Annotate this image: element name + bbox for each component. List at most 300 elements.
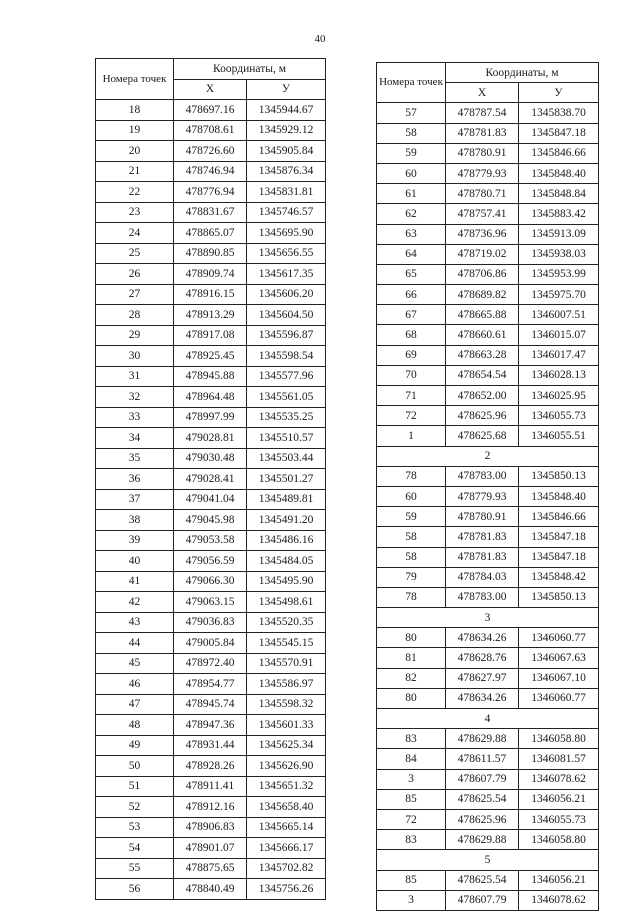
table-row bbox=[377, 567, 599, 587]
x-coordinate-cell: 478945.88 bbox=[174, 366, 247, 387]
x-coordinate-cell: 478906.83 bbox=[174, 817, 247, 838]
y-coordinate-cell: 1345520.35 bbox=[247, 612, 326, 633]
x-coordinate-cell: 478911.41 bbox=[174, 776, 247, 797]
section-row bbox=[377, 446, 599, 466]
table-row bbox=[377, 143, 599, 163]
y-coordinate-cell: 1345601.33 bbox=[247, 715, 326, 736]
point-number-cell: 58 bbox=[377, 527, 446, 547]
x-coordinate-cell: 479036.83 bbox=[174, 612, 247, 633]
coordinates-header: Координаты, м bbox=[446, 63, 599, 83]
y-coordinate-cell: 1345495.90 bbox=[247, 571, 326, 592]
x-coordinate-cell: 478779.93 bbox=[446, 163, 519, 183]
point-number-cell: 43 bbox=[96, 612, 174, 633]
point-number-cell: 62 bbox=[377, 204, 446, 224]
table-row bbox=[377, 507, 599, 527]
table-row bbox=[96, 633, 326, 654]
y-coordinate-cell: 1345665.14 bbox=[247, 817, 326, 838]
table-row bbox=[377, 224, 599, 244]
y-coordinate-cell: 1345913.09 bbox=[519, 224, 599, 244]
table-row bbox=[377, 809, 599, 829]
x-coordinate-cell: 478780.91 bbox=[446, 507, 519, 527]
y-header: У bbox=[247, 79, 326, 100]
point-number-cell: 58 bbox=[377, 123, 446, 143]
y-coordinate-cell: 1346015.07 bbox=[519, 325, 599, 345]
point-number-cell: 3 bbox=[377, 769, 446, 789]
point-number-cell: 44 bbox=[96, 633, 174, 654]
section-row bbox=[377, 608, 599, 628]
point-number-cell: 84 bbox=[377, 749, 446, 769]
y-coordinate-cell: 1346025.95 bbox=[519, 386, 599, 406]
x-coordinate-cell: 478931.44 bbox=[174, 735, 247, 756]
point-number-cell: 81 bbox=[377, 648, 446, 668]
point-number-cell: 46 bbox=[96, 674, 174, 695]
y-coordinate-cell: 1345695.90 bbox=[247, 223, 326, 244]
table-row bbox=[377, 406, 599, 426]
x-coordinate-cell: 478781.83 bbox=[446, 547, 519, 567]
x-coordinate-cell: 478781.83 bbox=[446, 527, 519, 547]
x-coordinate-cell: 478708.61 bbox=[174, 120, 247, 141]
table-row bbox=[96, 141, 326, 162]
table-row bbox=[96, 653, 326, 674]
point-number-cell: 29 bbox=[96, 325, 174, 346]
table-row bbox=[377, 789, 599, 809]
y-coordinate-cell: 1345944.67 bbox=[247, 100, 326, 121]
y-coordinate-cell: 1346055.73 bbox=[519, 406, 599, 426]
y-coordinate-cell: 1345883.42 bbox=[519, 204, 599, 224]
table-row bbox=[377, 386, 599, 406]
table-row bbox=[96, 182, 326, 203]
x-coordinate-cell: 478780.91 bbox=[446, 143, 519, 163]
point-number-cell: 51 bbox=[96, 776, 174, 797]
point-number-cell: 54 bbox=[96, 838, 174, 859]
table-row bbox=[377, 547, 599, 567]
point-number-cell: 82 bbox=[377, 668, 446, 688]
y-coordinate-cell: 1345746.57 bbox=[247, 202, 326, 223]
y-coordinate-cell: 1346056.21 bbox=[519, 870, 599, 890]
y-coordinate-cell: 1345847.18 bbox=[519, 527, 599, 547]
x-coordinate-cell: 478840.49 bbox=[174, 879, 247, 900]
table-row bbox=[377, 830, 599, 850]
x-coordinate-cell: 478629.88 bbox=[446, 830, 519, 850]
point-number-cell: 72 bbox=[377, 406, 446, 426]
point-number-cell: 28 bbox=[96, 305, 174, 326]
table-row bbox=[377, 103, 599, 123]
table-row bbox=[96, 264, 326, 285]
x-coordinate-cell: 478625.96 bbox=[446, 809, 519, 829]
point-number-cell: 61 bbox=[377, 184, 446, 204]
point-number-cell: 85 bbox=[377, 870, 446, 890]
table-row bbox=[96, 551, 326, 572]
point-number-cell: 78 bbox=[377, 587, 446, 607]
y-coordinate-cell: 1345625.34 bbox=[247, 735, 326, 756]
point-number-cell: 49 bbox=[96, 735, 174, 756]
table-row bbox=[377, 749, 599, 769]
y-coordinate-cell: 1345975.70 bbox=[519, 285, 599, 305]
x-coordinate-cell: 478917.08 bbox=[174, 325, 247, 346]
point-number-cell: 65 bbox=[377, 264, 446, 284]
y-coordinate-cell: 1345606.20 bbox=[247, 284, 326, 305]
x-coordinate-cell: 478697.16 bbox=[174, 100, 247, 121]
table-row bbox=[377, 163, 599, 183]
y-coordinate-cell: 1346078.62 bbox=[519, 890, 599, 910]
y-coordinate-cell: 1345850.13 bbox=[519, 587, 599, 607]
section-number: 4 bbox=[377, 709, 599, 729]
y-coordinate-cell: 1346055.51 bbox=[519, 426, 599, 446]
x-coordinate-cell: 478901.07 bbox=[174, 838, 247, 859]
y-coordinate-cell: 1346078.62 bbox=[519, 769, 599, 789]
table-row bbox=[96, 284, 326, 305]
x-coordinate-cell: 478954.77 bbox=[174, 674, 247, 695]
point-number-cell: 83 bbox=[377, 729, 446, 749]
x-coordinate-cell: 478781.83 bbox=[446, 123, 519, 143]
point-number-cell: 60 bbox=[377, 486, 446, 506]
point-number-cell: 52 bbox=[96, 797, 174, 818]
x-coordinate-cell: 479066.30 bbox=[174, 571, 247, 592]
left-table-body bbox=[96, 100, 326, 900]
table-row bbox=[96, 838, 326, 859]
table-row bbox=[377, 466, 599, 486]
point-number-cell: 72 bbox=[377, 809, 446, 829]
x-coordinate-cell: 478875.65 bbox=[174, 858, 247, 879]
x-coordinate-cell: 478663.28 bbox=[446, 345, 519, 365]
y-coordinate-cell: 1345850.13 bbox=[519, 466, 599, 486]
table-row bbox=[377, 688, 599, 708]
x-coordinate-cell: 478776.94 bbox=[174, 182, 247, 203]
table-row bbox=[96, 428, 326, 449]
x-coordinate-cell: 478945.74 bbox=[174, 694, 247, 715]
table-row bbox=[96, 858, 326, 879]
x-coordinate-cell: 478628.76 bbox=[446, 648, 519, 668]
x-coordinate-cell: 478654.54 bbox=[446, 365, 519, 385]
y-coordinate-cell: 1345489.81 bbox=[247, 489, 326, 510]
y-coordinate-cell: 1345617.35 bbox=[247, 264, 326, 285]
x-coordinate-cell: 479056.59 bbox=[174, 551, 247, 572]
y-coordinate-cell: 1345831.81 bbox=[247, 182, 326, 203]
point-number-cell: 30 bbox=[96, 346, 174, 367]
table-row bbox=[96, 715, 326, 736]
table-row bbox=[96, 879, 326, 900]
x-coordinate-cell: 478719.02 bbox=[446, 244, 519, 264]
x-coordinate-cell: 478660.61 bbox=[446, 325, 519, 345]
y-coordinate-cell: 1345658.40 bbox=[247, 797, 326, 818]
table-row bbox=[96, 797, 326, 818]
table-row bbox=[377, 668, 599, 688]
point-number-cell: 64 bbox=[377, 244, 446, 264]
x-coordinate-cell: 479028.41 bbox=[174, 469, 247, 490]
point-number-cell: 80 bbox=[377, 688, 446, 708]
y-coordinate-cell: 1346060.77 bbox=[519, 628, 599, 648]
section-number: 2 bbox=[377, 446, 599, 466]
x-coordinate-cell: 478625.54 bbox=[446, 789, 519, 809]
y-coordinate-cell: 1345596.87 bbox=[247, 325, 326, 346]
y-coordinate-cell: 1345484.05 bbox=[247, 551, 326, 572]
table-row bbox=[377, 204, 599, 224]
point-number-cell: 38 bbox=[96, 510, 174, 531]
y-coordinate-cell: 1345503.44 bbox=[247, 448, 326, 469]
table-row bbox=[96, 448, 326, 469]
point-number-cell: 23 bbox=[96, 202, 174, 223]
point-number-cell: 20 bbox=[96, 141, 174, 162]
y-coordinate-cell: 1345929.12 bbox=[247, 120, 326, 141]
point-number-cell: 80 bbox=[377, 628, 446, 648]
x-header: X bbox=[446, 83, 519, 103]
y-coordinate-cell: 1345905.84 bbox=[247, 141, 326, 162]
point-number-cell: 39 bbox=[96, 530, 174, 551]
point-number-cell: 36 bbox=[96, 469, 174, 490]
table-row bbox=[377, 365, 599, 385]
x-coordinate-cell: 478784.03 bbox=[446, 567, 519, 587]
x-coordinate-cell: 478997.99 bbox=[174, 407, 247, 428]
table-row bbox=[377, 527, 599, 547]
point-number-cell: 25 bbox=[96, 243, 174, 264]
table-row bbox=[96, 530, 326, 551]
point-number-cell: 59 bbox=[377, 143, 446, 163]
table-row bbox=[96, 243, 326, 264]
x-coordinate-cell: 478607.79 bbox=[446, 769, 519, 789]
y-coordinate-cell: 1345570.91 bbox=[247, 653, 326, 674]
table-row bbox=[96, 120, 326, 141]
x-coordinate-cell: 478831.67 bbox=[174, 202, 247, 223]
x-coordinate-cell: 478909.74 bbox=[174, 264, 247, 285]
y-coordinate-cell: 1345501.27 bbox=[247, 469, 326, 490]
y-coordinate-cell: 1346056.21 bbox=[519, 789, 599, 809]
coordinates-table-left bbox=[95, 58, 326, 900]
table-row bbox=[96, 756, 326, 777]
table-row bbox=[96, 161, 326, 182]
section-number: 5 bbox=[377, 850, 599, 870]
y-coordinate-cell: 1345486.16 bbox=[247, 530, 326, 551]
point-number-cell: 63 bbox=[377, 224, 446, 244]
table-row bbox=[96, 674, 326, 695]
point-number-cell: 22 bbox=[96, 182, 174, 203]
x-coordinate-cell: 478652.00 bbox=[446, 386, 519, 406]
y-coordinate-cell: 1345847.18 bbox=[519, 547, 599, 567]
x-coordinate-cell: 478625.68 bbox=[446, 426, 519, 446]
x-coordinate-cell: 478912.16 bbox=[174, 797, 247, 818]
x-coordinate-cell: 479028.81 bbox=[174, 428, 247, 449]
table-row bbox=[377, 648, 599, 668]
y-coordinate-cell: 1345847.18 bbox=[519, 123, 599, 143]
y-coordinate-cell: 1345656.55 bbox=[247, 243, 326, 264]
y-coordinate-cell: 1345846.66 bbox=[519, 143, 599, 163]
y-coordinate-cell: 1345848.42 bbox=[519, 567, 599, 587]
table-row bbox=[96, 387, 326, 408]
point-number-cell: 37 bbox=[96, 489, 174, 510]
y-coordinate-cell: 1346055.73 bbox=[519, 809, 599, 829]
point-number-cell: 35 bbox=[96, 448, 174, 469]
point-number-cell: 58 bbox=[377, 547, 446, 567]
point-number-cell: 57 bbox=[377, 103, 446, 123]
point-number-cell: 1 bbox=[377, 426, 446, 446]
x-coordinate-cell: 478964.48 bbox=[174, 387, 247, 408]
x-coordinate-cell: 478890.85 bbox=[174, 243, 247, 264]
point-number-cell: 41 bbox=[96, 571, 174, 592]
x-coordinate-cell: 478913.29 bbox=[174, 305, 247, 326]
x-coordinate-cell: 478947.36 bbox=[174, 715, 247, 736]
x-coordinate-cell: 478634.26 bbox=[446, 688, 519, 708]
page-number: 40 bbox=[314, 33, 326, 45]
table-row bbox=[377, 426, 599, 446]
table-row bbox=[96, 366, 326, 387]
x-coordinate-cell: 478757.41 bbox=[446, 204, 519, 224]
y-coordinate-cell: 1345876.34 bbox=[247, 161, 326, 182]
coordinates-header: Координаты, м bbox=[174, 59, 326, 80]
x-coordinate-cell: 479053.58 bbox=[174, 530, 247, 551]
point-number-cell: 45 bbox=[96, 653, 174, 674]
point-number-cell: 85 bbox=[377, 789, 446, 809]
y-coordinate-cell: 1345702.82 bbox=[247, 858, 326, 879]
x-coordinate-cell: 478925.45 bbox=[174, 346, 247, 367]
x-coordinate-cell: 478787.54 bbox=[446, 103, 519, 123]
y-header: У bbox=[519, 83, 599, 103]
y-coordinate-cell: 1345604.50 bbox=[247, 305, 326, 326]
table-row bbox=[377, 305, 599, 325]
point-number-cell: 79 bbox=[377, 567, 446, 587]
y-coordinate-cell: 1345666.17 bbox=[247, 838, 326, 859]
y-coordinate-cell: 1345510.57 bbox=[247, 428, 326, 449]
y-coordinate-cell: 1346017.47 bbox=[519, 345, 599, 365]
table-row bbox=[96, 612, 326, 633]
point-number-cell: 40 bbox=[96, 551, 174, 572]
table-row bbox=[96, 489, 326, 510]
point-number-cell: 60 bbox=[377, 163, 446, 183]
point-number-cell: 32 bbox=[96, 387, 174, 408]
y-coordinate-cell: 1345846.66 bbox=[519, 507, 599, 527]
point-number-cell: 83 bbox=[377, 830, 446, 850]
table-row bbox=[96, 776, 326, 797]
table-row bbox=[377, 587, 599, 607]
x-coordinate-cell: 478726.60 bbox=[174, 141, 247, 162]
point-number-cell: 26 bbox=[96, 264, 174, 285]
x-coordinate-cell: 478928.26 bbox=[174, 756, 247, 777]
table-row bbox=[377, 325, 599, 345]
x-coordinate-cell: 478916.15 bbox=[174, 284, 247, 305]
point-number-cell: 24 bbox=[96, 223, 174, 244]
table-row bbox=[96, 817, 326, 838]
point-number-cell: 70 bbox=[377, 365, 446, 385]
table-row bbox=[377, 628, 599, 648]
y-coordinate-cell: 1346067.63 bbox=[519, 648, 599, 668]
table-row bbox=[96, 694, 326, 715]
y-coordinate-cell: 1346058.80 bbox=[519, 729, 599, 749]
x-coordinate-cell: 479005.84 bbox=[174, 633, 247, 654]
point-number-header: Номера точек bbox=[96, 59, 174, 100]
point-number-cell: 42 bbox=[96, 592, 174, 613]
table-row bbox=[96, 346, 326, 367]
point-number-cell: 21 bbox=[96, 161, 174, 182]
y-coordinate-cell: 1346058.80 bbox=[519, 830, 599, 850]
point-number-cell: 53 bbox=[96, 817, 174, 838]
point-number-cell: 66 bbox=[377, 285, 446, 305]
point-number-cell: 48 bbox=[96, 715, 174, 736]
point-number-cell: 31 bbox=[96, 366, 174, 387]
y-coordinate-cell: 1345848.84 bbox=[519, 184, 599, 204]
point-number-cell: 78 bbox=[377, 466, 446, 486]
y-coordinate-cell: 1346067.10 bbox=[519, 668, 599, 688]
x-coordinate-cell: 479041.04 bbox=[174, 489, 247, 510]
y-coordinate-cell: 1345545.15 bbox=[247, 633, 326, 654]
y-coordinate-cell: 1345491.20 bbox=[247, 510, 326, 531]
y-coordinate-cell: 1345561.05 bbox=[247, 387, 326, 408]
point-number-cell: 59 bbox=[377, 507, 446, 527]
x-coordinate-cell: 479063.15 bbox=[174, 592, 247, 613]
table-row bbox=[96, 100, 326, 121]
y-coordinate-cell: 1345577.96 bbox=[247, 366, 326, 387]
y-coordinate-cell: 1346081.57 bbox=[519, 749, 599, 769]
y-coordinate-cell: 1345848.40 bbox=[519, 486, 599, 506]
point-number-header: Номера точек bbox=[377, 63, 446, 103]
point-number-cell: 69 bbox=[377, 345, 446, 365]
x-coordinate-cell: 478611.57 bbox=[446, 749, 519, 769]
coordinates-table-right bbox=[376, 62, 599, 911]
table-row bbox=[96, 305, 326, 326]
y-coordinate-cell: 1346007.51 bbox=[519, 305, 599, 325]
table-row bbox=[377, 890, 599, 910]
y-coordinate-cell: 1345626.90 bbox=[247, 756, 326, 777]
y-coordinate-cell: 1345848.40 bbox=[519, 163, 599, 183]
table-row bbox=[96, 571, 326, 592]
table-row bbox=[377, 486, 599, 506]
table-row bbox=[96, 407, 326, 428]
point-number-cell: 18 bbox=[96, 100, 174, 121]
table-row bbox=[377, 345, 599, 365]
point-number-cell: 33 bbox=[96, 407, 174, 428]
x-coordinate-cell: 479045.98 bbox=[174, 510, 247, 531]
section-number: 3 bbox=[377, 608, 599, 628]
table-row bbox=[377, 264, 599, 284]
y-coordinate-cell: 1345938.03 bbox=[519, 244, 599, 264]
table-row bbox=[96, 592, 326, 613]
right-table-body bbox=[377, 103, 599, 911]
y-coordinate-cell: 1345756.26 bbox=[247, 879, 326, 900]
x-coordinate-cell: 478779.93 bbox=[446, 486, 519, 506]
x-coordinate-cell: 478780.71 bbox=[446, 184, 519, 204]
y-coordinate-cell: 1345598.32 bbox=[247, 694, 326, 715]
y-coordinate-cell: 1345535.25 bbox=[247, 407, 326, 428]
point-number-cell: 27 bbox=[96, 284, 174, 305]
x-coordinate-cell: 479030.48 bbox=[174, 448, 247, 469]
section-row bbox=[377, 850, 599, 870]
point-number-cell: 71 bbox=[377, 386, 446, 406]
table-row bbox=[377, 285, 599, 305]
y-coordinate-cell: 1345598.54 bbox=[247, 346, 326, 367]
x-coordinate-cell: 478607.79 bbox=[446, 890, 519, 910]
x-coordinate-cell: 478625.96 bbox=[446, 406, 519, 426]
point-number-cell: 19 bbox=[96, 120, 174, 141]
x-coordinate-cell: 478783.00 bbox=[446, 587, 519, 607]
table-row bbox=[377, 184, 599, 204]
point-number-cell: 50 bbox=[96, 756, 174, 777]
table-row bbox=[377, 123, 599, 143]
x-coordinate-cell: 478746.94 bbox=[174, 161, 247, 182]
table-row bbox=[377, 870, 599, 890]
x-coordinate-cell: 478629.88 bbox=[446, 729, 519, 749]
x-coordinate-cell: 478634.26 bbox=[446, 628, 519, 648]
table-row bbox=[377, 729, 599, 749]
x-coordinate-cell: 478972.40 bbox=[174, 653, 247, 674]
x-coordinate-cell: 478736.96 bbox=[446, 224, 519, 244]
table-row bbox=[377, 769, 599, 789]
point-number-cell: 68 bbox=[377, 325, 446, 345]
table-row bbox=[96, 510, 326, 531]
table-row bbox=[96, 735, 326, 756]
x-coordinate-cell: 478665.88 bbox=[446, 305, 519, 325]
y-coordinate-cell: 1345651.32 bbox=[247, 776, 326, 797]
y-coordinate-cell: 1346028.13 bbox=[519, 365, 599, 385]
point-number-cell: 56 bbox=[96, 879, 174, 900]
y-coordinate-cell: 1346060.77 bbox=[519, 688, 599, 708]
x-coordinate-cell: 478706.86 bbox=[446, 264, 519, 284]
